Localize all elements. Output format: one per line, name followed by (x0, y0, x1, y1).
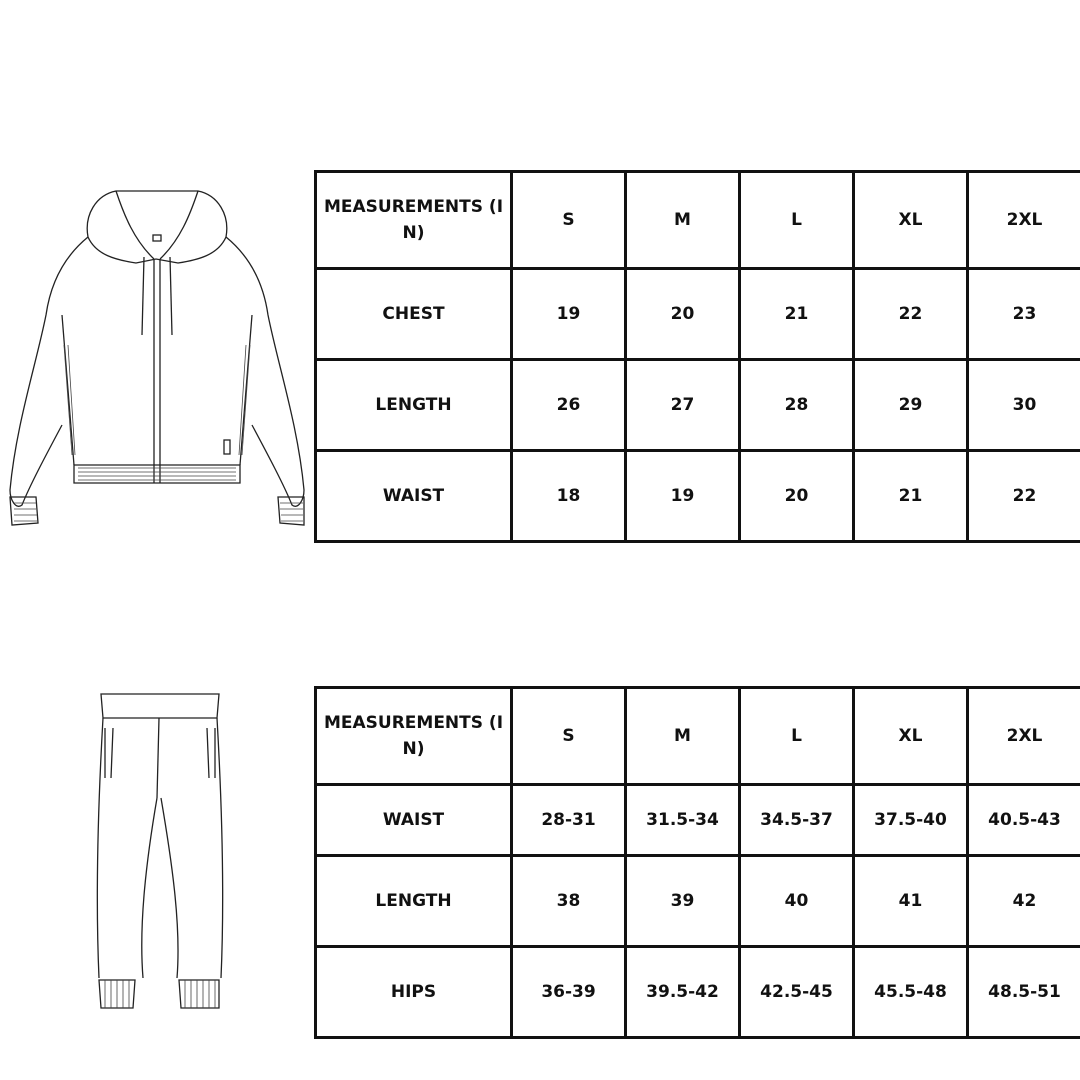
row-label: LENGTH (316, 360, 512, 451)
table-cell: 36-39 (512, 947, 626, 1038)
table-cell: 20 (626, 269, 740, 360)
header-cell-2xl: 2XL (968, 688, 1080, 785)
header-cell-measurements (316, 172, 512, 269)
header-cell-l: L (740, 688, 854, 785)
table-cell: 34.5-37 (740, 785, 854, 856)
measurements-label: MEASUREMENTS (IN) (323, 713, 504, 759)
table-cell: 21 (854, 451, 968, 542)
table-header-row (316, 688, 1080, 785)
table-cell: 39 (626, 856, 740, 947)
row-label: WAIST (316, 785, 512, 856)
table-cell: 29 (854, 360, 968, 451)
table-cell: 28-31 (512, 785, 626, 856)
hoodie-illustration-icon (6, 185, 310, 530)
header-cell-xl: XL (854, 688, 968, 785)
row-label: CHEST (316, 269, 512, 360)
table-cell: 20 (740, 451, 854, 542)
header-cell-s: S (512, 688, 626, 785)
table-cell: 42 (968, 856, 1080, 947)
header-cell-2xl: 2XL (968, 172, 1080, 269)
table-cell: 22 (854, 269, 968, 360)
header-cell-l: L (740, 172, 854, 269)
table-cell: 42.5-45 (740, 947, 854, 1038)
header-cell-s: S (512, 172, 626, 269)
table-row-waist (316, 785, 1080, 856)
header-cell-xl: XL (854, 172, 968, 269)
row-label: WAIST (316, 451, 512, 542)
hoodie-size-table (314, 170, 1080, 543)
table-cell: 19 (626, 451, 740, 542)
sweatpants-illustration-icon (95, 688, 225, 1013)
table-cell: 30 (968, 360, 1080, 451)
table-cell: 38 (512, 856, 626, 947)
pants-size-table (314, 686, 1080, 1039)
row-label: LENGTH (316, 856, 512, 947)
table-cell: 18 (512, 451, 626, 542)
table-cell: 40 (740, 856, 854, 947)
table-cell: 37.5-40 (854, 785, 968, 856)
table-cell: 22 (968, 451, 1080, 542)
table-cell: 21 (740, 269, 854, 360)
table-row-chest (316, 269, 1080, 360)
table-cell: 23 (968, 269, 1080, 360)
table-cell: 19 (512, 269, 626, 360)
table-cell: 31.5-34 (626, 785, 740, 856)
table-row-length (316, 856, 1080, 947)
table-row-length (316, 360, 1080, 451)
table-cell: 27 (626, 360, 740, 451)
table-cell: 26 (512, 360, 626, 451)
table-row-hips (316, 947, 1080, 1038)
row-label: HIPS (316, 947, 512, 1038)
table-cell: 28 (740, 360, 854, 451)
header-cell-m: M (626, 688, 740, 785)
table-row-waist (316, 451, 1080, 542)
measurements-label: MEASUREMENTS (IN) (323, 197, 504, 243)
header-cell-measurements (316, 688, 512, 785)
table-cell: 48.5-51 (968, 947, 1080, 1038)
table-cell: 41 (854, 856, 968, 947)
table-header-row (316, 172, 1080, 269)
table-cell: 45.5-48 (854, 947, 968, 1038)
table-cell: 39.5-42 (626, 947, 740, 1038)
table-cell: 40.5-43 (968, 785, 1080, 856)
header-cell-m: M (626, 172, 740, 269)
